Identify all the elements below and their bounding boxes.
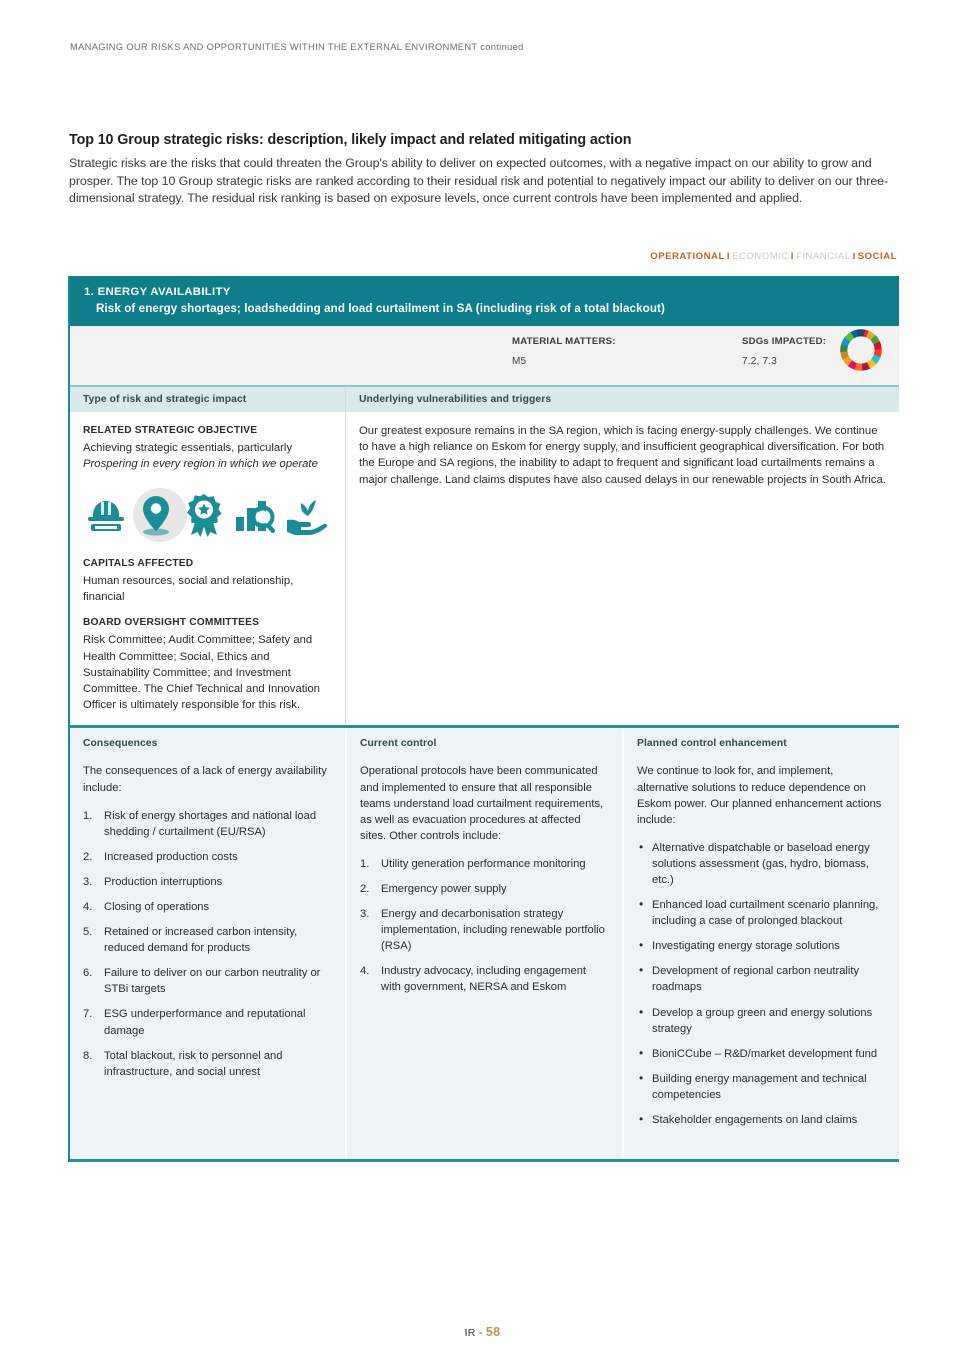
- list-item-text: BioniCCube – R&D/market development fund: [652, 1047, 878, 1060]
- list-marker-bullet: •: [639, 1112, 644, 1127]
- list-item: [83, 1048, 332, 1080]
- list-item-text: Utility generation performance monitoring: [381, 857, 586, 870]
- risk-subtitle: Risk of energy shortages; loadshedding and load curtailment in SA (including risk of a total blackout): [96, 302, 665, 315]
- list-marker-number: 2.: [83, 850, 93, 863]
- list-item: [360, 963, 609, 995]
- risk-lower-table: [70, 725, 899, 1162]
- list-item-text: Retained or increased carbon intensity, reduced demand for products: [104, 926, 298, 955]
- list-item-text: Alternative dispatchable or baseload energy solutions assessment (gas, hydro, biomass, etc.): [652, 841, 870, 886]
- legend-item-economic: ECONOMIC: [732, 251, 789, 262]
- current-control-body: [347, 760, 622, 1140]
- list-item: [360, 856, 609, 872]
- list-marker-bullet: •: [639, 1045, 644, 1060]
- related-strategic-objective-text: Achieving strategic essentials, particularly: [83, 442, 293, 455]
- award-rosette-icon: [182, 487, 226, 543]
- legend-separator: I: [790, 251, 794, 262]
- consequences-column: [70, 728, 347, 1159]
- list-item-text: Building energy management and technical competencies: [652, 1072, 867, 1101]
- consequences-intro: The consequences of a lack of energy availability include:: [83, 765, 327, 794]
- list-item-text: Increased production costs: [104, 850, 238, 863]
- page-title: Top 10 Group strategic risks: description, likely impact and related mitigating action: [69, 132, 632, 148]
- underlying-vulnerabilities-column-header: Underlying vulnerabilities and triggers: [346, 387, 899, 412]
- list-marker-number: 1.: [83, 809, 93, 822]
- risk-category-legend: [650, 251, 897, 262]
- list-item-text: Stakeholder engagements on land claims: [652, 1114, 858, 1127]
- bar-chart-magnifier-icon: [232, 487, 278, 543]
- list-item-text: Develop a group green and energy solutions strategy: [652, 1006, 873, 1035]
- list-item: [637, 1005, 886, 1037]
- list-marker-number: 1.: [360, 857, 370, 870]
- list-item: [83, 899, 332, 915]
- current-control-intro: Operational protocols have been communicated and implemented to ensure that all responsible teams understand load curtailment requirements, as well as evacuation procedures at affected sites. Other controls include:: [360, 765, 604, 842]
- list-marker-bullet: •: [639, 1070, 644, 1085]
- risk-type-column-body: [70, 412, 345, 725]
- planned-enhancement-intro: We continue to look for, and implement, alternative solutions to reduce dependence on Eskom power. Our planned enhancement actions include:: [637, 765, 882, 826]
- risk-meta-row: [70, 326, 899, 387]
- footer-prefix: IR -: [464, 1327, 483, 1339]
- list-item-text: Investigating energy storage solutions: [652, 940, 840, 953]
- list-item: [83, 874, 332, 890]
- list-item-text: Energy and decarbonisation strategy implementation, including renewable portfolio (RSA): [381, 908, 605, 953]
- hard-hat-icon: [83, 487, 129, 543]
- current-control-list: [360, 856, 609, 996]
- footer-page-number: 58: [485, 1325, 501, 1339]
- intro-paragraph: Strategic risks are the risks that could threaten the Group's ability to deliver on expected outcomes, with a negative impact on our ability to grow and prosper. The top 10 Group strategic risks are ranked according to their residual risk and potential to negatively impact our ability to deliver on our three-dimensional strategy. The residual risk ranking is based on exposure levels, once current controls have been implemented and applied.: [69, 156, 889, 206]
- list-item: [360, 881, 609, 897]
- list-item-text: Enhanced load curtailment scenario planning, including a case of prolonged blackout: [652, 899, 879, 928]
- underlying-vulnerabilities-column: [346, 387, 899, 725]
- capitals-affected-text: Human resources, social and relationship, financial: [83, 574, 294, 604]
- list-marker-bullet: •: [639, 938, 644, 953]
- list-marker-number: 4.: [83, 901, 93, 913]
- intro-section: [69, 132, 897, 208]
- list-item: [83, 808, 332, 840]
- list-item: [83, 1006, 332, 1038]
- sdgs-impacted-value: 7.2, 7.3: [742, 356, 777, 367]
- list-marker-bullet: •: [639, 1004, 644, 1019]
- legend-separator: I: [726, 251, 731, 262]
- list-item-text: Risk of energy shortages and national load shedding / curtailment (EU/RSA): [104, 809, 317, 838]
- running-header: MANAGING OUR RISKS AND OPPORTUNITIES WITHIN THE EXTERNAL ENVIRONMENT continued: [70, 42, 524, 52]
- related-strategic-objective-heading: RELATED STRATEGIC OBJECTIVE: [83, 425, 258, 436]
- page-footer: [0, 1325, 965, 1339]
- list-marker-number: 3.: [360, 908, 370, 921]
- location-pin-icon: [135, 487, 176, 543]
- legend-separator: I: [852, 251, 856, 262]
- underlying-vulnerabilities-text: Our greatest exposure remains in the SA region, which is facing energy-supply challenges. We continue to have a high reliance on Eskom for energy supply, and insufficient geographical diversification. For both the Europe and SA regions, the inability to adapt to frequent and significant load curtailments remains a major challenge. Land claims disputes have also caused delays in our renewable projects in South Africa.: [359, 425, 886, 486]
- risk-type-column-header: Type of risk and strategic impact: [70, 387, 345, 412]
- list-marker-number: 8.: [83, 1049, 93, 1062]
- planned-enhancement-body: [624, 760, 899, 1159]
- planned-enhancement-column: [624, 728, 899, 1159]
- list-item: [83, 924, 332, 956]
- legend-item-social: SOCIAL: [857, 251, 897, 262]
- list-item: [83, 849, 332, 865]
- risk-card: [68, 276, 899, 1162]
- list-item-text: Failure to deliver on our carbon neutrality or STBi targets: [104, 967, 321, 996]
- consequences-body: [70, 760, 345, 1140]
- risk-upper-table: [70, 387, 899, 725]
- list-item: [83, 965, 332, 997]
- list-item-text: ESG underperformance and reputational damage: [104, 1008, 306, 1037]
- material-matters-label: MATERIAL MATTERS:: [512, 336, 616, 347]
- list-marker-number: 2.: [360, 883, 370, 895]
- legend-item-financial: FINANCIAL: [795, 251, 851, 262]
- consequences-header: Consequences: [83, 738, 158, 750]
- material-matters-value: M5: [512, 356, 527, 367]
- list-item: [637, 897, 886, 929]
- consequences-list: [83, 808, 332, 1080]
- legend-item-operational: OPERATIONAL: [650, 251, 725, 262]
- list-marker-bullet: •: [639, 839, 644, 854]
- strategic-objective-icons: [83, 487, 332, 543]
- list-item-text: Closing of operations: [104, 901, 210, 913]
- current-control-header: Current control: [360, 738, 437, 750]
- list-marker-number: 3.: [83, 875, 93, 888]
- list-marker-number: 7.: [83, 1008, 93, 1021]
- list-item: [637, 1112, 886, 1128]
- list-marker-number: 5.: [83, 926, 93, 939]
- board-oversight-heading: BOARD OVERSIGHT COMMITTEES: [83, 617, 260, 629]
- list-item: [637, 1046, 886, 1062]
- list-item: [637, 840, 886, 888]
- list-marker-bullet: •: [639, 897, 644, 912]
- planned-enhancement-list: [637, 840, 886, 1128]
- sdgs-impacted-block: [742, 336, 826, 367]
- list-item-text: Total blackout, risk to personnel and infrastructure, and social unrest: [104, 1049, 283, 1078]
- planned-enhancement-header: Planned control enhancement: [637, 738, 787, 750]
- related-strategic-objective-italic: Prospering in every region in which we operate: [83, 458, 318, 471]
- risk-card-header: [70, 276, 899, 326]
- list-item: [637, 963, 886, 995]
- list-item-text: Production interruptions: [104, 875, 223, 888]
- list-marker-number: 6.: [83, 967, 93, 980]
- list-item-text: Development of regional carbon neutrality roadmaps: [652, 965, 860, 994]
- list-item: [637, 938, 886, 954]
- hand-with-plant-icon: [284, 487, 332, 543]
- list-item: [360, 906, 609, 954]
- sdgs-impacted-label: SDGs IMPACTED:: [742, 336, 827, 347]
- material-matters-block: [512, 336, 616, 367]
- risk-title: 1. ENERGY AVAILABILITY: [84, 286, 231, 298]
- board-oversight-text: Risk Committee; Audit Committee; Safety and Health Committee; Social, Ethics and Sustainability Committee; and Investment Committee. The Chief Technical and Innovation Officer is ultimately responsible for this risk.: [83, 634, 320, 712]
- current-control-column: [347, 728, 624, 1159]
- list-marker-bullet: •: [639, 963, 644, 978]
- capitals-affected-heading: CAPITALS AFFECTED: [83, 557, 194, 569]
- sdg-colour-wheel-icon: [840, 329, 882, 376]
- list-item-text: Industry advocacy, including engagement with government, NERSA and Eskom: [381, 965, 587, 994]
- list-item: [637, 1071, 886, 1103]
- risk-type-column: [70, 387, 346, 725]
- list-item-text: Emergency power supply: [381, 883, 507, 895]
- list-marker-number: 4.: [360, 965, 370, 978]
